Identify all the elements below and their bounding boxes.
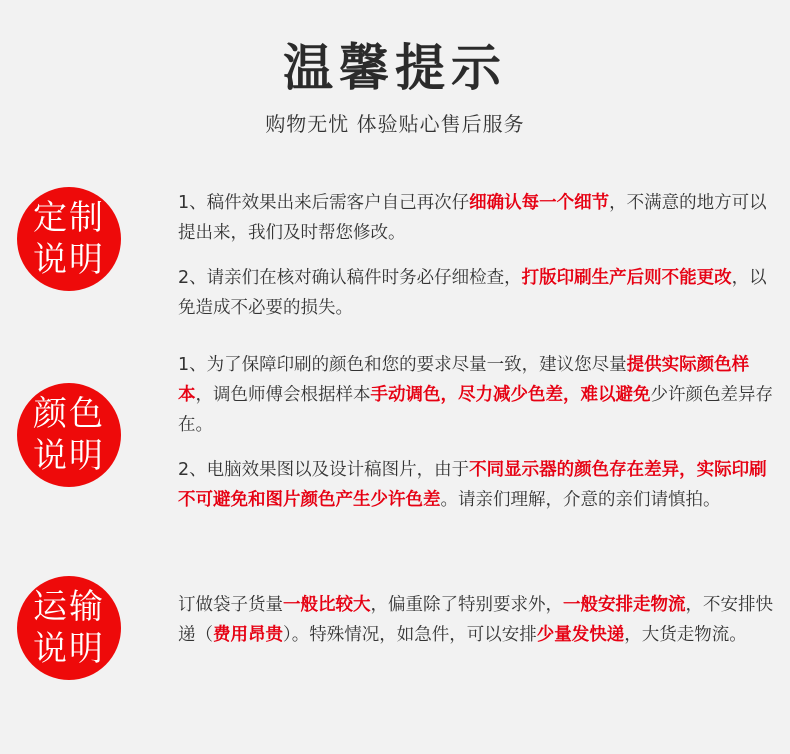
text-run: 1、稿件效果出来后需客户自己再次仔: [178, 193, 470, 213]
paragraph: [178, 263, 773, 323]
page-title: 温馨提示: [283, 39, 507, 97]
badge-label-top: 定制: [33, 198, 105, 238]
text-run: ，以免造成不必要的损失。: [178, 268, 767, 318]
badge-label-top: 颜色: [33, 394, 105, 434]
badge-label-top: 运输: [33, 587, 105, 627]
section-badge-shipping: [17, 576, 121, 680]
text-run: 2、请亲们在核对确认稿件时务必仔细检查，: [178, 268, 522, 288]
paragraph: [178, 350, 773, 440]
paragraph: [178, 188, 773, 248]
text-run: ）。特殊情况，如急件，可以安排: [283, 625, 537, 645]
paragraph: [178, 590, 773, 650]
text-run: ，调色师傅会根据样本: [195, 385, 371, 405]
text-run: ，不安排快递（: [178, 595, 773, 645]
section-badge-customization: [17, 187, 121, 291]
section-text-shipping: [178, 590, 773, 665]
highlight-text: 不同显示器的颜色存在差异，实际印刷不可避免和图片颜色产生少许色差: [178, 460, 767, 510]
text-run: ，不满意的地方可以提出来，我们及时帮您修改。: [178, 193, 767, 243]
text-run: 订做袋子货量: [178, 595, 283, 615]
section-text-customization: [178, 188, 773, 338]
highlight-text: 一般安排走物流: [563, 595, 686, 615]
highlight-text: 少量发快递: [536, 625, 625, 645]
highlight-text: 手动调色，尽力减少色差，难以避免: [370, 385, 651, 405]
highlight-text: 细确认每一个细节: [469, 193, 610, 213]
highlight-text: 提供实际颜色样本: [178, 355, 750, 405]
section-text-color: [178, 350, 773, 530]
page-subtitle: 购物无忧 体验贴心售后服务: [265, 112, 525, 136]
highlight-text: 一般比较大: [283, 595, 371, 615]
badge-label-bottom: 说明: [33, 436, 105, 476]
badge-label-bottom: 说明: [33, 629, 105, 669]
paragraph: [178, 455, 773, 515]
highlight-text: 费用昂贵: [213, 625, 283, 645]
text-run: 少许颜色差异存在。: [178, 385, 773, 435]
text-run: ，偏重除了特别要求外，: [370, 595, 563, 615]
section-badge-color: [17, 383, 121, 487]
badge-label-bottom: 说明: [33, 240, 105, 280]
highlight-text: 打版印刷生产后则不能更改: [521, 268, 732, 288]
text-run: 。请亲们理解，介意的亲们请慎拍。: [440, 490, 721, 510]
text-run: 1、为了保障印刷的颜色和您的要求尽量一致，建议您尽量: [178, 355, 627, 375]
text-run: 2、电脑效果图以及设计稿图片，由于: [178, 460, 470, 480]
text-run: ，大货走物流。: [624, 625, 747, 645]
